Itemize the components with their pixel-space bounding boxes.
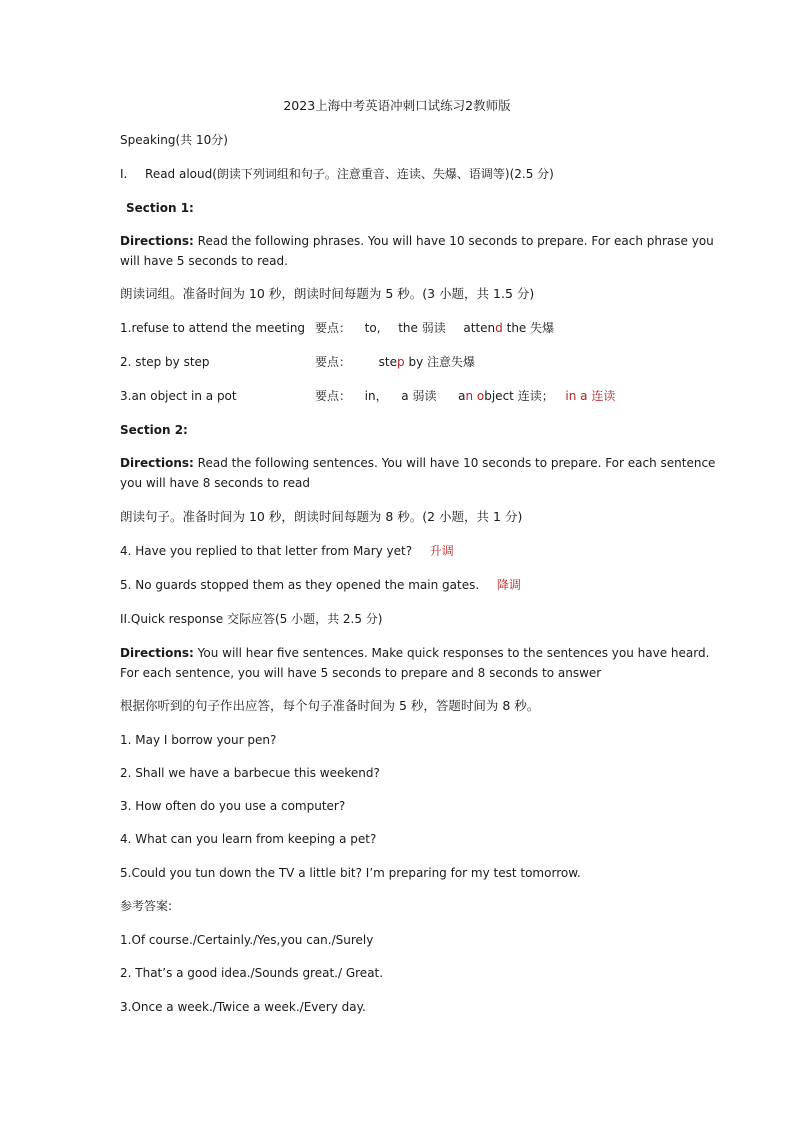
phrase-item-1: 1.refuse to attend the meeting	[120, 321, 306, 335]
answers-heading: 参考答案:	[120, 899, 173, 913]
highlighted-letter: o	[473, 389, 485, 403]
highlighted-phrase: in a	[565, 389, 588, 403]
part2-directions-line2: For each sentence, you will have 5 seconds to prepare and 8 seconds to answer	[120, 666, 602, 680]
note-word: 失爆	[530, 321, 555, 335]
key-label: 要点：	[315, 355, 352, 369]
part2-directions-line1	[120, 645, 709, 661]
phrase-3-notes	[315, 388, 615, 404]
note-word: ste	[378, 355, 398, 369]
section2-directions-line2: you will have 8 seconds to read	[120, 476, 310, 490]
note-word: the	[398, 321, 418, 335]
directions-text: Read the following phrases. You will have 10 seconds to prepare. For each phrase you	[197, 234, 714, 248]
section2-heading: Section 2:	[120, 423, 188, 437]
part1-label: Read aloud(朗读下列词组和句子。注意重音、连读、失爆、语调等)(2.5 分)	[145, 167, 554, 181]
speaking-heading: Speaking(共 10分)	[120, 133, 228, 147]
directions-label: Directions:	[120, 646, 194, 660]
section2-directions-line1	[120, 455, 715, 471]
question-item: 5.Could you tun down the TV a little bit? I’m preparing for my test tomorrow.	[120, 866, 581, 880]
phrase-1-notes	[315, 320, 554, 336]
part2-heading: II.Quick response 交际应答(5 小题，共 2.5 分)	[120, 612, 383, 626]
note-word: in，	[364, 389, 388, 403]
directions-label: Directions:	[120, 456, 194, 470]
sentence-item-4	[120, 543, 454, 559]
section1-directions-line1	[120, 233, 714, 249]
question-item: 4. What can you learn from keeping a pet?	[120, 832, 377, 846]
section1-directions-line2: will have 5 seconds to read.	[120, 254, 288, 268]
answer-item: 1.Of course./Certainly./Yes,you can./Surely	[120, 933, 374, 947]
note-word: 弱读	[421, 321, 446, 335]
answer-item: 3.Once a week./Twice a week./Every day.	[120, 1000, 366, 1014]
directions-text: You will hear five sentences. Make quick responses to the sentences you have heard.	[197, 646, 710, 660]
note-word: 注意失爆	[427, 355, 476, 369]
key-label: 要点：	[315, 321, 352, 335]
tone-note: 升调	[429, 544, 454, 558]
section1-heading: Section 1:	[126, 201, 194, 215]
tone-note: 降调	[496, 578, 521, 592]
note-word: a	[458, 389, 466, 403]
sentence-text: 5. No guards stopped them as they opened the main gates.	[120, 578, 480, 592]
question-item: 1. May I borrow your pen?	[120, 733, 277, 747]
note-word: a 弱读	[401, 389, 437, 403]
part1-heading	[120, 166, 554, 182]
highlighted-letter: n	[465, 389, 474, 403]
phrase-item-2: 2. step by step	[120, 355, 210, 369]
sentence-text: 4. Have you replied to that letter from Mary yet?	[120, 544, 413, 558]
section2-chinese-instructions: 朗读句子。准备时间为 10 秒，朗读时间每题为 8 秒。(2 小题，共 1 分)	[120, 509, 523, 524]
answer-item: 2. That’s a good idea./Sounds great./ Great.	[120, 966, 384, 980]
question-item: 3. How often do you use a computer?	[120, 799, 346, 813]
phrase-2-notes	[315, 354, 475, 370]
phrase-item-3: 3.an object in a pot	[120, 389, 237, 403]
note-word: atten	[463, 321, 496, 335]
directions-label: Directions:	[120, 234, 194, 248]
key-label: 要点：	[315, 389, 352, 403]
highlighted-note: 连读	[591, 389, 616, 403]
document-title: 2023上海中考英语冲刺口试练习2教师版	[283, 98, 511, 113]
note-word: by	[404, 355, 424, 369]
part1-number: I.	[120, 167, 128, 181]
note-word: the	[502, 321, 527, 335]
directions-text: Read the following sentences. You will have 10 seconds to prepare. For each sentence	[197, 456, 716, 470]
part2-chinese-instructions: 根据你听到的句子作出应答，每个句子准备时间为 5 秒，答题时间为 8 秒。	[120, 698, 540, 713]
note-word: 连读；	[517, 389, 554, 403]
sentence-item-5	[120, 577, 521, 593]
note-word: to,	[364, 321, 381, 335]
section1-chinese-instructions: 朗读词组。准备时间为 10 秒，朗读时间每题为 5 秒。(3 小题，共 1.5 分)	[120, 286, 535, 301]
highlighted-letter: d	[495, 321, 503, 335]
highlighted-letter: p	[397, 355, 405, 369]
note-word: bject	[484, 389, 514, 403]
question-item: 2. Shall we have a barbecue this weekend?	[120, 766, 380, 780]
